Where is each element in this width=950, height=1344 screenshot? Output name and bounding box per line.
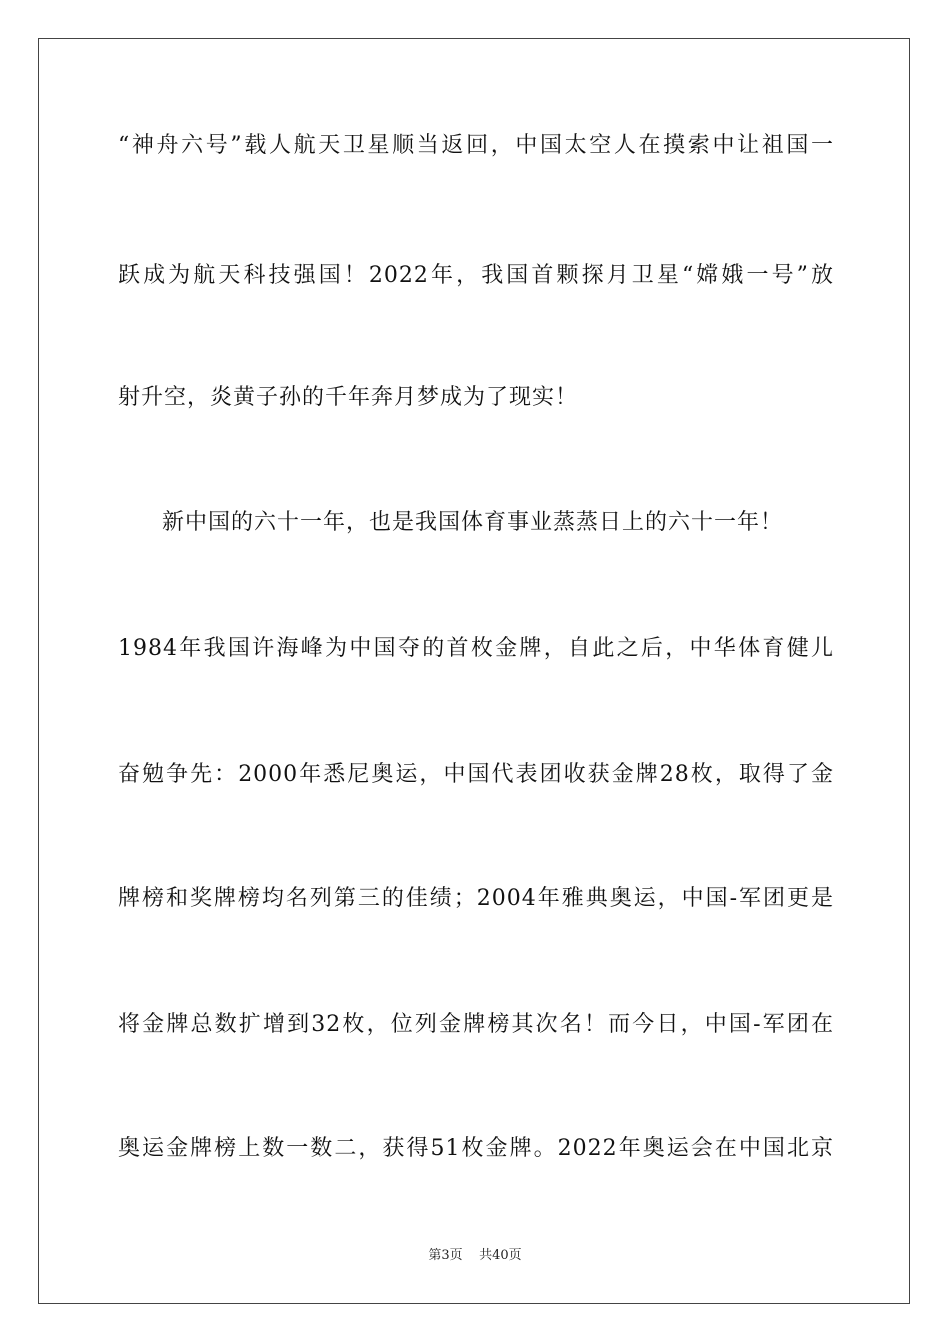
total-pages: 共40页 — [479, 1248, 522, 1263]
text-line-3: 射升空，炎黄子孙的千年奔月梦成为了现实！ — [118, 385, 579, 410]
text-line-5: 1984年我国许海峰为中国夺的首枚金牌，自此之后，中华体育健儿 — [118, 636, 834, 661]
text-line-7: 牌榜和奖牌榜均名列第三的佳绩；2004年雅典奥运，中国-军团更是 — [118, 886, 834, 911]
text-line-6: 奋勉争先：2000年悉尼奥运，中国代表团收获金牌28枚，取得了金 — [118, 762, 834, 787]
text-line-2: 跃成为航天科技强国！2022年，我国首颗探月卫星“嫦娥一号”放 — [118, 263, 834, 288]
text-line-1: “神舟六号”载人航天卫星顺当返回，中国太空人在摸索中让祖国一 — [118, 133, 834, 158]
page-number: 第3页 — [428, 1248, 463, 1263]
text-line-8: 将金牌总数扩增到32枚，位列金牌榜其次名！而今日，中国-军团在 — [118, 1012, 834, 1037]
text-line-4: 新中国的六十一年，也是我国体育事业蒸蒸日上的六十一年！ — [162, 510, 784, 535]
page-border — [38, 38, 910, 1304]
text-line-9: 奥运金牌榜上数一数二，获得51枚金牌。2022年奥运会在中国北京 — [118, 1136, 835, 1161]
page-footer — [0, 1247, 950, 1265]
